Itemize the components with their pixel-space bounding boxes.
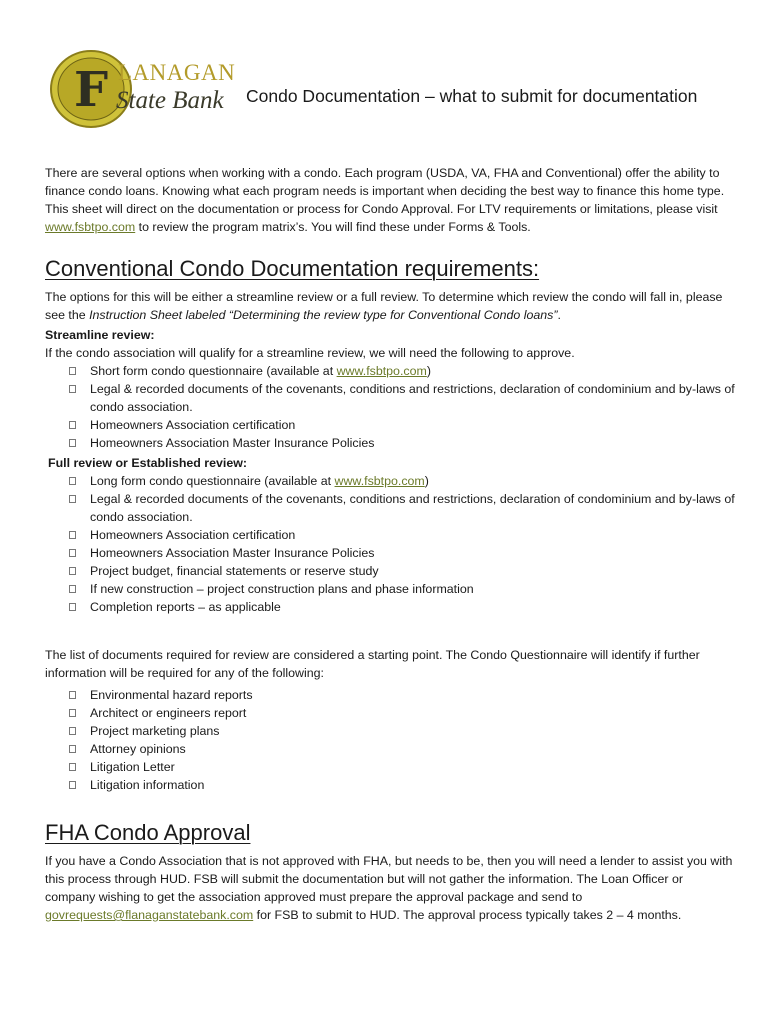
list-item: Short form condo questionnaire (available at www.fsbtpo.com) — [45, 362, 735, 380]
checkbox-icon — [69, 603, 76, 611]
checkbox-icon — [69, 439, 76, 447]
further-info-list — [45, 686, 735, 794]
list-item: Homeowners Association Master Insurance Policies — [45, 434, 735, 452]
list-item: Project budget, financial statements or reserve study — [45, 562, 735, 580]
list-item: Litigation information — [45, 776, 735, 794]
checkbox-icon — [69, 745, 76, 753]
logo-text-top: LANAGAN — [118, 60, 236, 85]
checkbox-icon — [69, 531, 76, 539]
checkbox-icon — [69, 709, 76, 717]
email-link[interactable]: govrequests@flanaganstatebank.com — [45, 908, 254, 922]
checkbox-icon — [69, 385, 76, 393]
checkbox-icon — [69, 781, 76, 789]
list-item: Completion reports – as applicable — [45, 598, 735, 616]
bank-logo — [48, 44, 236, 134]
conventional-intro: The options for this will be either a streamline review or a full review. To determine which review the condo will fall in, please see the Instruction Sheet labeled “Determining the review type for Conventional Condo loans”. — [45, 290, 723, 322]
fha-paragraph: If you have a Condo Association that is not approved with FHA, but needs to be, then you will need a lender to assist you with this process through HUD. FSB will submit the documentation but will not gather the information. The Loan Officer or company wishing to get the association approved must prepare the approval package and send to govrequests@flanaganstatebank.com for FSB to submit to HUD. The approval process typically takes 2 – 4 months. — [45, 854, 733, 922]
checkbox-icon — [69, 477, 76, 485]
list-item: If new construction – project construction plans and phase information — [45, 580, 735, 598]
streamline-list — [45, 362, 735, 452]
fha-heading: FHA Condo Approval — [45, 820, 251, 845]
starting-point-paragraph: The list of documents required for review are considered a starting point. The Condo Questionnaire will identify if further information will be required for any of the following: — [45, 648, 700, 680]
intro-paragraph: There are several options when working with a condo. Each program (USDA, VA, FHA and Conventional) offer the ability to finance condo loans. Knowing what each program needs is important when deciding the best way to finance this home type. This sheet will direct on the documentation or process for Condo Approval. For LTV requirements or limitations, please visit www.fsbtpo.com to review the program matrix’s. You will find these under Forms & Tools. — [45, 166, 725, 234]
checkbox-icon — [69, 367, 76, 375]
list-item: Attorney opinions — [45, 740, 735, 758]
list-item: Homeowners Association certification — [45, 416, 735, 434]
list-item: Litigation Letter — [45, 758, 735, 776]
full-review-label: Full review or Established review: — [48, 456, 248, 470]
list-item: Architect or engineers report — [45, 704, 735, 722]
checkbox-icon — [69, 495, 76, 503]
logo-text-bottom: State Bank — [116, 87, 224, 114]
checkbox-icon — [69, 727, 76, 735]
document-body — [45, 164, 735, 924]
list-item: Legal & recorded documents of the covenants, conditions and restrictions, declaration of condominium and by-laws of condo association. — [45, 380, 735, 416]
checkbox-icon — [69, 567, 76, 575]
fsbtpo-link[interactable]: www.fsbtpo.com — [45, 220, 136, 234]
conventional-heading: Conventional Condo Documentation requirements: — [45, 256, 540, 281]
checkbox-icon — [69, 421, 76, 429]
list-item: Legal & recorded documents of the covenants, conditions and restrictions, declaration of condominium and by-laws of condo association. — [45, 490, 735, 526]
full-review-list — [45, 472, 735, 616]
checkbox-icon — [69, 549, 76, 557]
streamline-label: Streamline review: — [45, 328, 155, 342]
checkbox-icon — [69, 763, 76, 771]
list-item: Long form condo questionnaire (available at www.fsbtpo.com) — [45, 472, 735, 490]
list-item: Homeowners Association certification — [45, 526, 735, 544]
checkbox-icon — [69, 691, 76, 699]
checkbox-icon — [69, 585, 76, 593]
streamline-intro: If the condo association will qualify for a streamline review, we will need the following to approve. — [45, 346, 575, 360]
logo-letter: F — [74, 62, 109, 118]
fsbtpo-link[interactable]: www.fsbtpo.com — [336, 364, 427, 378]
header — [48, 44, 748, 134]
list-item: Environmental hazard reports — [45, 686, 735, 704]
list-item: Project marketing plans — [45, 722, 735, 740]
list-item: Homeowners Association Master Insurance Policies — [45, 544, 735, 562]
fsbtpo-link[interactable]: www.fsbtpo.com — [334, 474, 425, 488]
document-title: Condo Documentation – what to submit for documentation — [246, 86, 698, 106]
